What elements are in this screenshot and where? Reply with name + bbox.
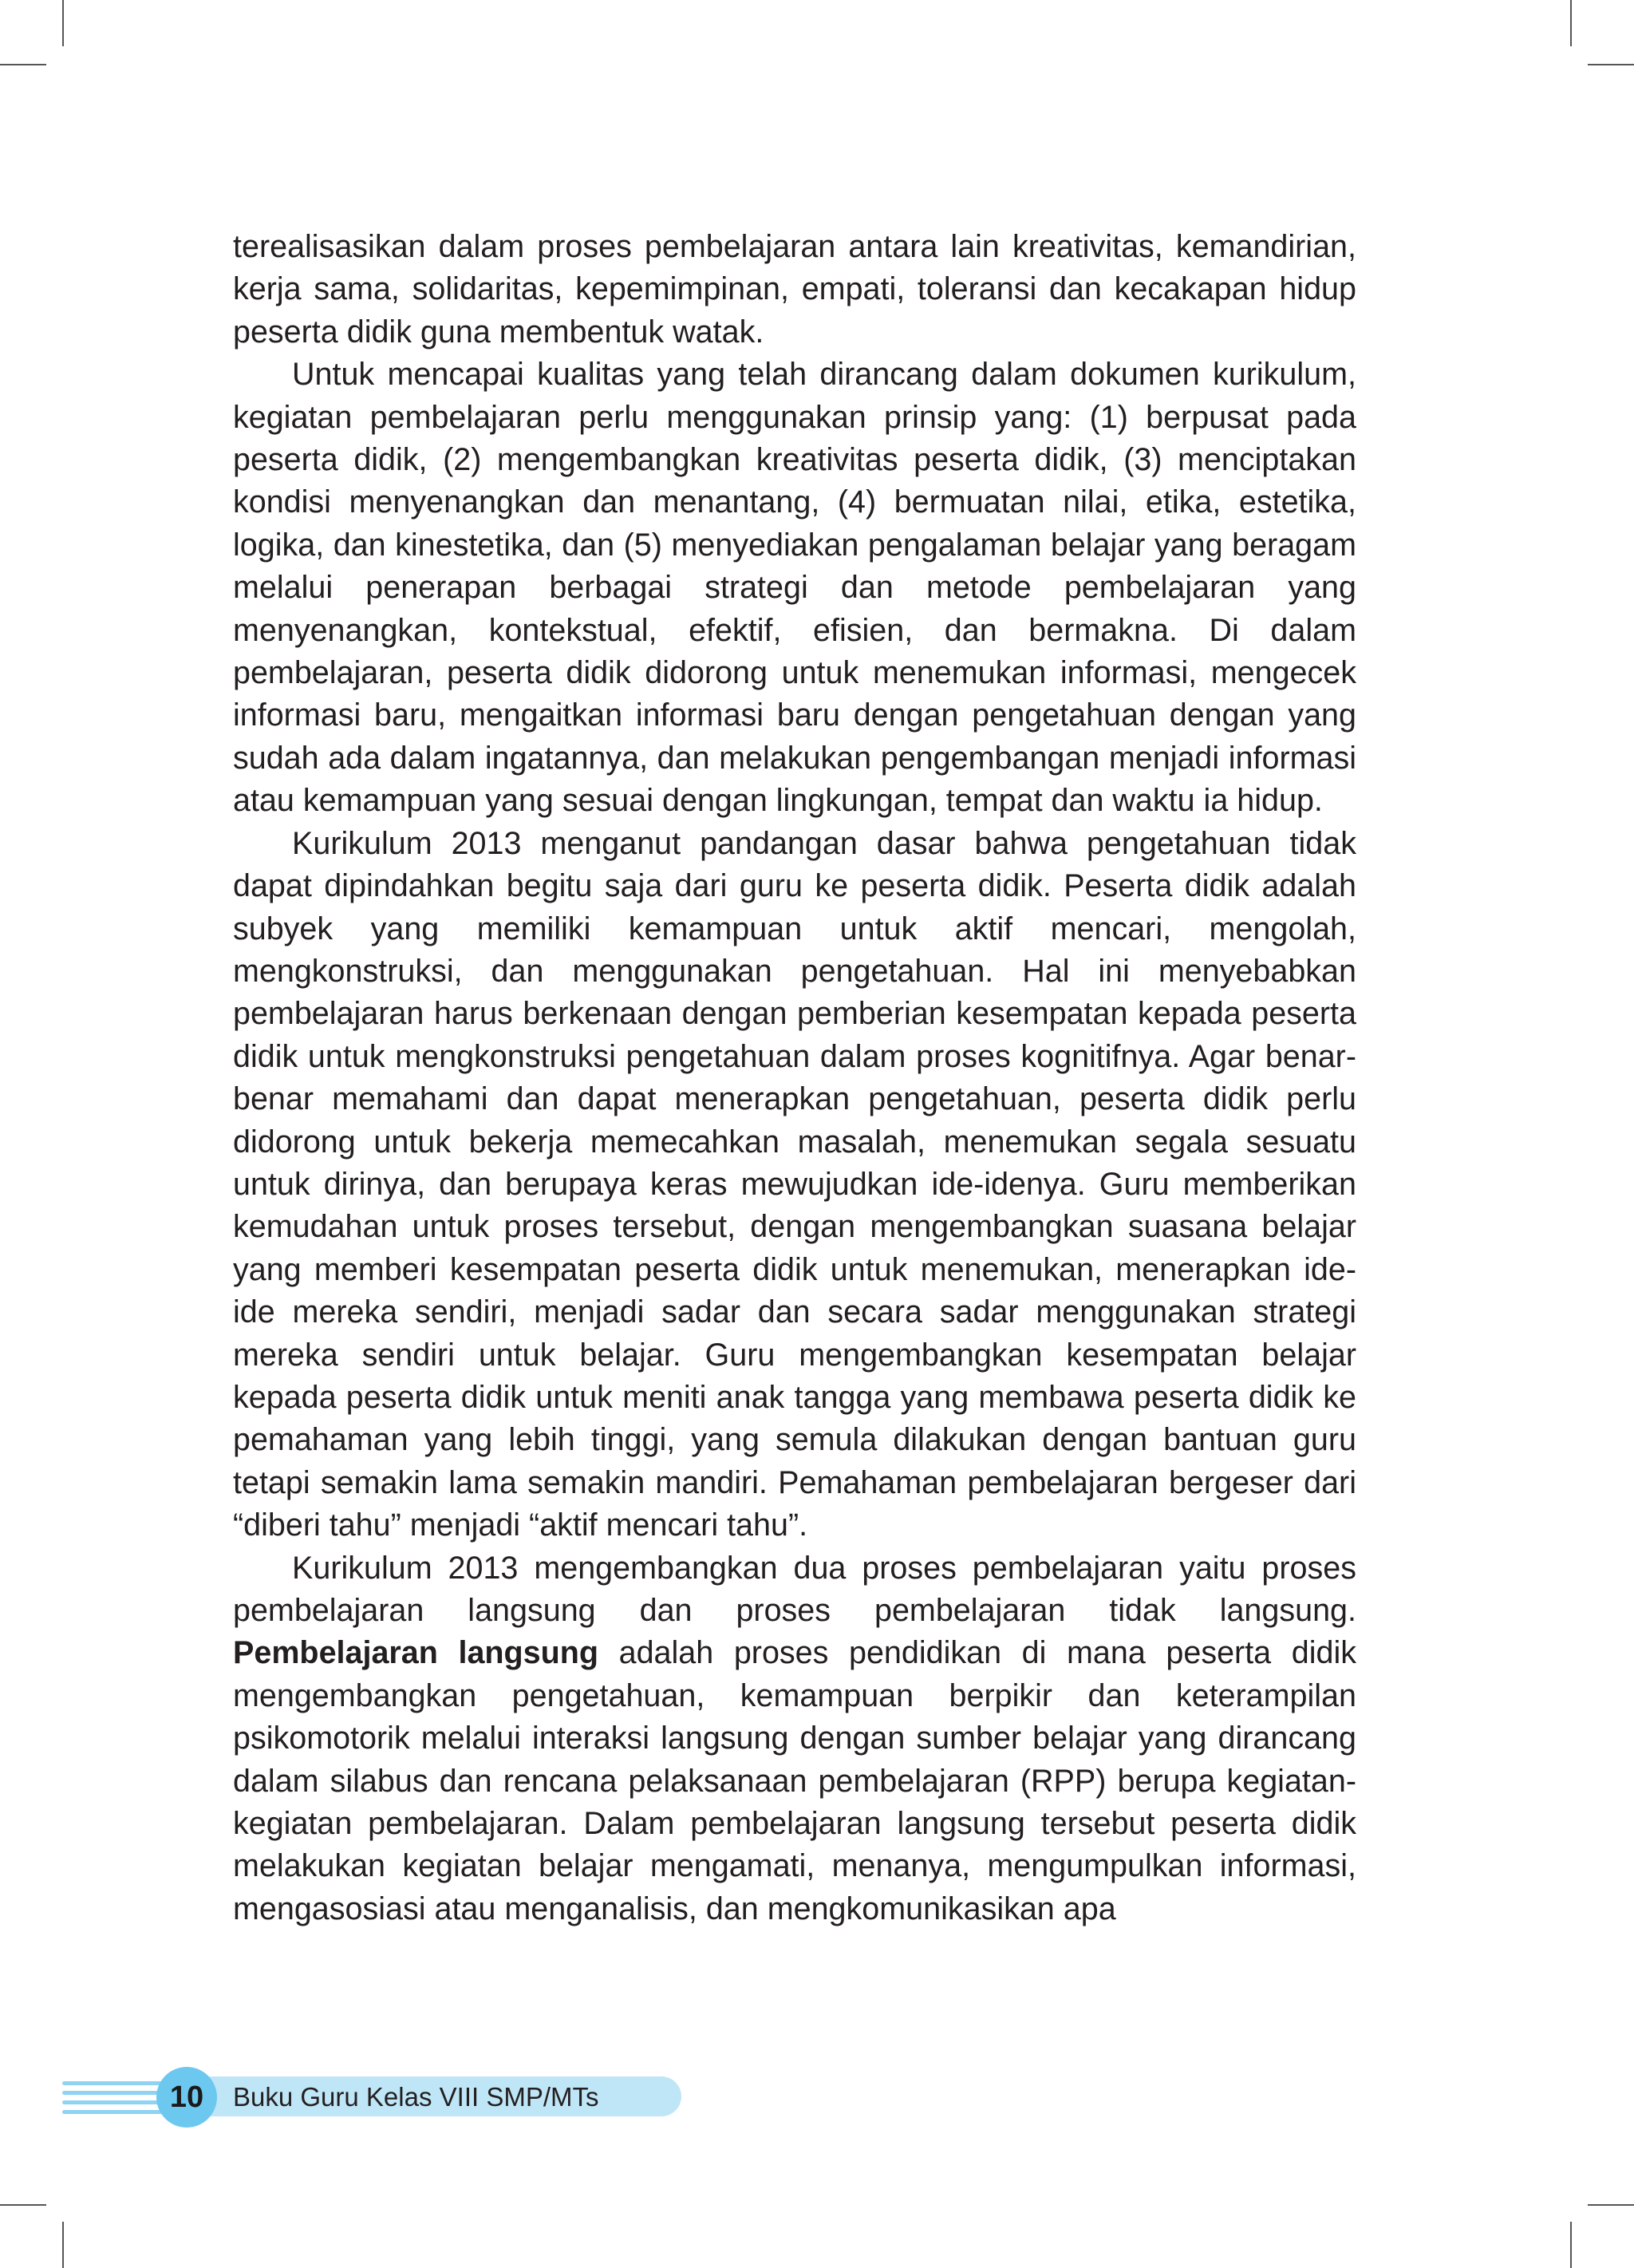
bold-term: Pembelajaran langsung	[233, 1635, 599, 1671]
paragraph-text: Untuk mencapai kualitas yang telah dirancang dalam dokumen kurikulum, kegiatan pembelajaran perlu menggunakan prinsip yang: (1) berpusat pada peserta didik, (2) mengembangkan kreativitas peserta didik, (3) menciptakan kondisi menyenangkan dan menantang, (4) bermuatan nilai, etika, estetika, logika, dan kinestetika, dan (5) menyediakan pengalaman belajar yang beragam melalui penerapan berbagai strategi dan metode pembelajaran yang menyenangkan, kontekstual, efektif, efisien, dan bermakna. Di dalam pembelajaran, peserta didik didorong untuk menemukan informasi, mengecek informasi baru, mengaitkan informasi baru dengan pengetahuan dengan yang sudah ada dalam ingatannya, dan melakukan pengembangan menjadi informasi atau kemampuan yang sesuai dengan lingkungan, tempat dan waktu ia hidup.	[233, 357, 1356, 819]
crop-mark	[0, 2204, 46, 2206]
paragraph-text: Kurikulum 2013 mengembangkan dua proses pembelajaran yaitu proses pembelajaran langsung dan proses pembelajaran tidak langsung.	[233, 1550, 1356, 1628]
crop-mark	[1570, 0, 1572, 46]
page-footer	[62, 2070, 621, 2126]
page-number: 10	[169, 2080, 204, 2114]
paragraph-text: terealisasikan dalam proses pembelajaran antara lain kreativitas, kemandirian, kerja sama, solidaritas, kepemimpinan, empati, toleransi dan kecakapan hidup peserta didik guna membentuk watak.	[233, 229, 1356, 350]
crop-mark	[1588, 64, 1634, 65]
crop-mark	[1570, 2222, 1572, 2268]
paragraph	[233, 354, 1356, 822]
paragraph-text: adalah proses pendidikan di mana peserta didik mengembangkan pengetahuan, kemampuan berpikir dan keterampilan psikomotorik melalui interaksi langsung dengan sumber belajar yang dirancang dalam silabus dan rencana pelaksanaan pembelajaran (RPP) berupa kegiatan-kegiatan pembelajaran. Dalam pembelajaran langsung tersebut peserta didik melakukan kegiatan belajar mengamati, menanya, mengumpulkan informasi, mengasosiasi atau menganalisis, dan mengkomunikasikan apa	[233, 1635, 1356, 1926]
crop-mark	[0, 64, 46, 65]
paragraph-text: Kurikulum 2013 menganut pandangan dasar bahwa pengetahuan tidak dapat dipindahkan begitu saja dari guru ke peserta didik. Peserta didik adalah subyek yang memiliki kemampuan untuk aktif mencari, mengolah, mengkonstruksi, dan menggunakan pengetahuan. Hal ini menyebabkan pembelajaran harus berkenaan dengan pemberian kesempatan kepada peserta didik untuk mengkonstruksi pengetahuan dalam proses kognitifnya. Agar benar-benar memahami dan dapat menerapkan pengetahuan, peserta didik perlu didorong untuk bekerja memecahkan masalah, menemukan segala sesuatu untuk dirinya, dan berupaya keras mewujudkan ide-idenya. Guru memberikan kemudahan untuk proses tersebut, dengan mengembangkan suasana belajar yang memberi kesempatan peserta didik untuk menemukan, menerapkan ide-ide mereka sendiri, menjadi sadar dan secara sadar menggunakan strategi mereka sendiri untuk belajar. Guru mengembangkan kesempatan belajar kepada peserta didik untuk meniti anak tangga yang membawa peserta didik ke pemahaman yang lebih tinggi, yang semula dilakukan dengan bantuan guru tetapi semakin lama semakin mandiri. Pemahaman pembelajaran bergeser dari “diberi tahu” menjadi “aktif mencari tahu”.	[233, 825, 1356, 1543]
paragraph	[233, 226, 1356, 354]
body-text	[233, 226, 1356, 1930]
crop-mark	[62, 2222, 64, 2268]
paragraph	[233, 823, 1356, 1547]
crop-mark	[1588, 2204, 1634, 2206]
paragraph	[233, 1547, 1356, 1931]
book-title: Buku Guru Kelas VIII SMP/MTs	[233, 2082, 599, 2112]
crop-mark	[62, 0, 64, 46]
